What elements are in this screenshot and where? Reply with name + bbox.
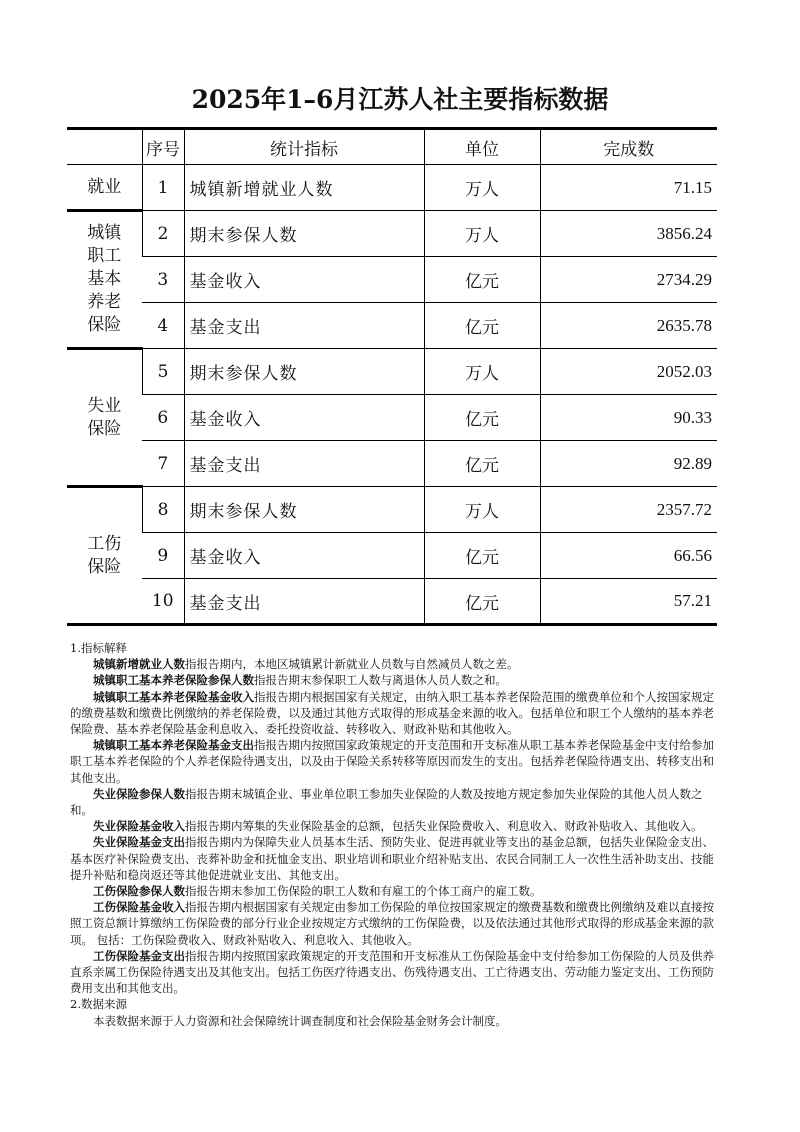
indicator-table: [67, 127, 717, 626]
row-indicator: 期末参保人数: [184, 211, 424, 257]
header-unit: 单位: [424, 129, 540, 165]
table-row: [67, 349, 717, 395]
category-pension: 城镇职工基本养老保险: [67, 211, 142, 349]
note-text: 指报告期内根据国家有关规定由参加工伤保险的单位按国家规定的缴费基数和缴费比例缴纳及难以直接按照工资总额计算缴纳工伤保险费的部分行业企业按规定方式缴纳的工伤保险费，以及依法通过其他形式取得的形成基金来源的款项。 包括：工伤保险费收入、财政补贴收入、利息收入、其他收入。: [70, 900, 714, 947]
note-term: 失业保险参保人数: [93, 786, 185, 801]
row-indicator: 基金收入: [184, 395, 424, 441]
header-indicator: 统计指标: [184, 129, 424, 165]
row-value: 92.89: [540, 441, 717, 487]
row-unit: 亿元: [424, 441, 540, 487]
notes-heading-source: 2.数据来源: [70, 997, 127, 1012]
table-header-row: [67, 129, 717, 165]
row-value: 2635.78: [540, 303, 717, 349]
row-value: 2357.72: [540, 487, 717, 533]
table-row: [67, 395, 717, 441]
row-unit: 万人: [424, 165, 540, 211]
row-index: 10: [142, 579, 184, 625]
note-item: [70, 834, 718, 883]
table-row: [67, 303, 717, 349]
data-source-text: 本表数据来源于人力资源和社会保障统计调查制度和社会保险基金财务会计制度。: [93, 1013, 507, 1028]
row-unit: 亿元: [424, 257, 540, 303]
row-unit: 亿元: [424, 303, 540, 349]
row-value: 57.21: [540, 579, 717, 625]
row-indicator: 基金收入: [184, 257, 424, 303]
row-value: 2734.29: [540, 257, 717, 303]
note-term: 城镇职工基本养老保险参保人数: [93, 673, 254, 688]
row-value: 71.15: [540, 165, 717, 211]
row-unit: 万人: [424, 349, 540, 395]
note-term: 城镇新增就业人数: [93, 657, 185, 672]
note-item: [70, 818, 718, 834]
category-work-injury: 工伤保险: [67, 487, 142, 625]
note-item: [70, 689, 718, 738]
note-item: [70, 672, 718, 688]
note-text: 指报告期末参加工伤保险的职工人数和有雇工的个体工商户的雇工数。: [185, 884, 542, 899]
note-text: 指报告期内根据国家有关规定，由纳入职工基本养老保险范围的缴费单位和个人按国家规定的缴费基数和缴费比例缴纳的养老保险费，以及通过其他方式取得的形成基金来源的收入。包括单位和职工个人缴纳的基本养老保险费、基本养老保险基金利息收入、委托投资收益、转移收入、财政补贴和其他收入。: [70, 689, 714, 737]
row-index: 1: [142, 165, 184, 211]
row-value: 2052.03: [540, 349, 717, 395]
note-text: 指报告期末参保职工人数与离退休人员人数之和。: [254, 673, 507, 688]
table-row: [67, 211, 717, 257]
note-term: 工伤保险基金支出: [93, 948, 185, 963]
notes-heading-definitions: 1.指标解释: [70, 641, 127, 655]
row-index: 9: [142, 533, 184, 579]
row-index: 7: [142, 441, 184, 487]
note-text: 指报告期内按照国家政策规定的开支范围和开支标准从工伤保险基金中支付给参加工伤保险的人员及供养直系亲属工伤保险待遇支出及其他支出。包括工伤医疗待遇支出、伤残待遇支出、工亡待遇支出、劳动能力鉴定支出、工伤预防费用支出和其他支出。: [70, 948, 714, 996]
row-index: 2: [142, 211, 184, 257]
table-row: [67, 579, 717, 625]
table-row: [67, 257, 717, 303]
note-item: [70, 948, 718, 997]
note-text: 指报告期内，本地区城镇累计新就业人员数与自然减员人数之差。: [185, 657, 519, 672]
header-value: 完成数: [540, 129, 717, 165]
note-text: 指报告期内为保障失业人员基本生活、预防失业、促进再就业等支出的基金总额，包括失业保险金支出、基本医疗补保险费支出、丧葬补助金和抚恤金支出、职业培训和职业介绍补贴支出、农民合同制工人一次性生活补助支出、技能提升补贴和稳岗返还等其他促进就业支出、其他支出。: [70, 835, 714, 882]
row-unit: 万人: [424, 487, 540, 533]
header-index: 序号: [142, 129, 184, 165]
header-category: [67, 129, 142, 165]
note-term: 失业保险基金收入: [93, 819, 185, 834]
table-row: [67, 487, 717, 533]
row-index: 4: [142, 303, 184, 349]
row-index: 6: [142, 395, 184, 441]
row-indicator: 城镇新增就业人数: [184, 165, 424, 211]
note-term: 失业保险基金支出: [93, 835, 185, 850]
row-unit: 万人: [424, 211, 540, 257]
table-row: [67, 441, 717, 487]
notes-section: [70, 640, 718, 1029]
note-text: 指报告期内筹集的失业保险基金的总额，包括失业保险费收入、利息收入、财政补贴收入、其他收入。: [185, 819, 703, 834]
note-term: 城镇职工基本养老保险基金支出: [93, 738, 254, 753]
row-indicator: 基金收入: [184, 533, 424, 579]
row-indicator: 期末参保人数: [184, 487, 424, 533]
row-value: 3856.24: [540, 211, 717, 257]
row-index: 3: [142, 257, 184, 303]
row-indicator: 基金支出: [184, 441, 424, 487]
note-term: 工伤保险基金收入: [93, 900, 185, 915]
row-index: 8: [142, 487, 184, 533]
note-text: 指报告期末城镇企业、事业单位职工参加失业保险的人数及按地方规定参加失业保险的其他人员人数之和。: [70, 786, 703, 818]
row-index: 5: [142, 349, 184, 395]
row-unit: 亿元: [424, 533, 540, 579]
row-unit: 亿元: [424, 395, 540, 441]
row-indicator: 期末参保人数: [184, 349, 424, 395]
note-item: [70, 899, 718, 948]
row-indicator: 基金支出: [184, 303, 424, 349]
note-term: 城镇职工基本养老保险基金收入: [93, 689, 254, 704]
row-value: 66.56: [540, 533, 717, 579]
row-unit: 亿元: [424, 579, 540, 625]
page-title: 2025年1–6月江苏人社主要指标数据: [191, 85, 609, 114]
category-employment: 就业: [67, 165, 142, 211]
note-item: [70, 883, 718, 899]
category-unemployment: 失业保险: [67, 349, 142, 487]
row-indicator: 基金支出: [184, 579, 424, 625]
note-term: 工伤保险参保人数: [93, 884, 185, 899]
note-text: 指报告期内按照国家政策规定的开支范围和开支标准从职工基本养老保险基金中支付给参加职工基本养老保险的个人养老保险待遇支出，以及由于保险关系转移等原因而发生的支出。包括养老保险待遇支出、转移支出和其他支出。: [70, 738, 714, 785]
note-item: [70, 786, 718, 818]
note-item: [70, 737, 718, 786]
note-item: [70, 656, 718, 672]
row-value: 90.33: [540, 395, 717, 441]
table-row: [67, 165, 717, 211]
table-row: [67, 533, 717, 579]
